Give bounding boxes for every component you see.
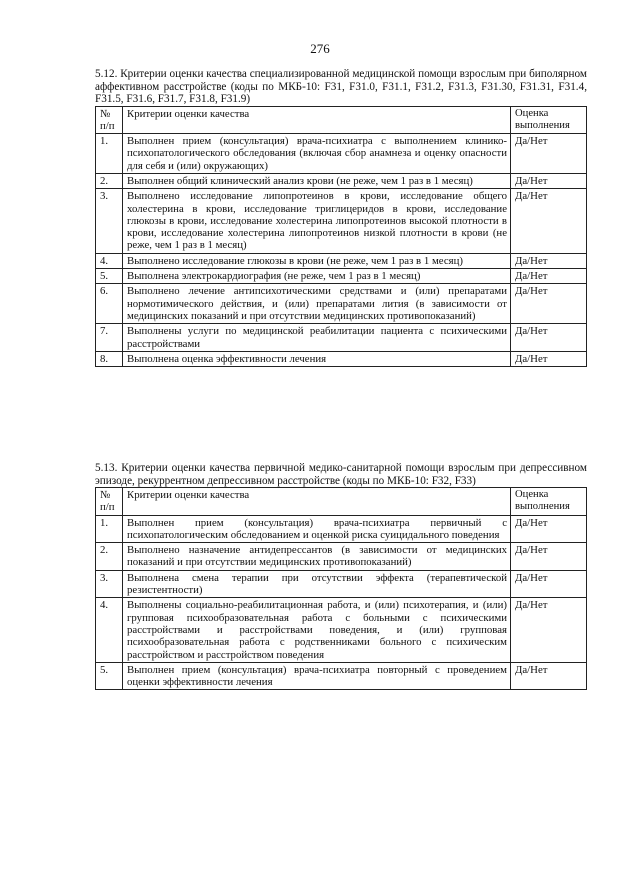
table-row xyxy=(96,324,587,352)
criterion-text: Выполнена смена терапии при отсутствии эффекта (терапевтической резистентности) xyxy=(123,570,511,598)
result-value: Да/Нет xyxy=(511,570,587,598)
table-header-row xyxy=(96,488,587,516)
result-value: Да/Нет xyxy=(511,134,587,174)
criterion-text: Выполнено исследование липопротеинов в крови, исследование общего холестерина в крови, исследование триглицеридов в крови, исследование глюкозы в крови, исследование холестерина липопротеинов высокой плотности в крови, исследование холестерина липопротеинов низкой плотности в крови (не реже, чем 1 раз в 1 месяц) xyxy=(123,189,511,253)
table-row xyxy=(96,134,587,174)
result-value: Да/Нет xyxy=(511,351,587,366)
row-number: 4. xyxy=(96,253,123,268)
table-row xyxy=(96,351,587,366)
table-row xyxy=(96,543,587,571)
criterion-text: Выполнен прием (консультация) врача-психиатра повторный с проведением оценки эффективности лечения xyxy=(123,662,511,690)
table-row xyxy=(96,173,587,188)
section-5-13 xyxy=(95,462,587,690)
table-row xyxy=(96,570,587,598)
header-criterion: Критерии оценки качества xyxy=(123,488,511,516)
header-num: № п/п xyxy=(96,106,123,134)
row-number: 1. xyxy=(96,515,123,543)
row-number: 8. xyxy=(96,351,123,366)
result-value: Да/Нет xyxy=(511,662,587,690)
result-value: Да/Нет xyxy=(511,284,587,324)
result-value: Да/Нет xyxy=(511,543,587,571)
header-result: Оценка выполнения xyxy=(511,488,587,516)
result-value: Да/Нет xyxy=(511,269,587,284)
criterion-text: Выполнен прием (консультация) врача-психиатра с выполнением клинико-психопатологического обследования (включая сбор анамнеза и оценку опасности для себя и (или) окружающих) xyxy=(123,134,511,174)
table-header-row xyxy=(96,106,587,134)
header-result: Оценка выполнения xyxy=(511,106,587,134)
criterion-text: Выполнен общий клинический анализ крови (не реже, чем 1 раз в 1 месяц) xyxy=(123,173,511,188)
section-caption: 5.13. Критерии оценки качества первичной медико-санитарной помощи взрослым при депрессивном эпизоде, рекуррентном депрессивном расстройстве (коды по МКБ-10: F32, F33) xyxy=(95,462,587,487)
result-value: Да/Нет xyxy=(511,324,587,352)
table-row xyxy=(96,189,587,253)
row-number: 5. xyxy=(96,269,123,284)
header-num: № п/п xyxy=(96,488,123,516)
criteria-table xyxy=(95,106,587,368)
criterion-text: Выполнено исследование глюкозы в крови (не реже, чем 1 раз в 1 месяц) xyxy=(123,253,511,268)
section-caption: 5.12. Критерии оценки качества специализированной медицинской помощи взрослым при биполярном аффективном расстройстве (коды по МКБ-10: F31, F31.0, F31.1, F31.2, F31.3, F31.30, F31.31, F31.4, F31.5, F31.6, F31.7, F31.8, F31.9) xyxy=(95,68,587,105)
criterion-text: Выполнены услуги по медицинской реабилитации пациента с психическими расстройствами xyxy=(123,324,511,352)
row-number: 3. xyxy=(96,570,123,598)
result-value: Да/Нет xyxy=(511,173,587,188)
criterion-text: Выполнена оценка эффективности лечения xyxy=(123,351,511,366)
page-number: 276 xyxy=(310,41,330,56)
result-value: Да/Нет xyxy=(511,253,587,268)
table-row xyxy=(96,662,587,690)
result-value: Да/Нет xyxy=(511,598,587,662)
criterion-text: Выполнено назначение антидепрессантов (в зависимости от медицинских показаний и при отсутствии медицинских противопоказаний) xyxy=(123,543,511,571)
table-row xyxy=(96,269,587,284)
table-row xyxy=(96,515,587,543)
header-criterion: Критерии оценки качества xyxy=(123,106,511,134)
criterion-text: Выполнено лечение антипсихотическими средствами и (или) препаратами нормотимического действия, и (или) препаратами лития (в зависимости от медицинских показаний и при отсутствии медицинских противопоказаний) xyxy=(123,284,511,324)
row-number: 1. xyxy=(96,134,123,174)
criteria-table xyxy=(95,487,587,690)
result-value: Да/Нет xyxy=(511,189,587,253)
table-row xyxy=(96,284,587,324)
section-5-12 xyxy=(95,68,587,367)
row-number: 5. xyxy=(96,662,123,690)
row-number: 6. xyxy=(96,284,123,324)
row-number: 4. xyxy=(96,598,123,662)
criterion-text: Выполнена электрокардиография (не реже, чем 1 раз в 1 месяц) xyxy=(123,269,511,284)
table-row xyxy=(96,598,587,662)
row-number: 3. xyxy=(96,189,123,253)
row-number: 2. xyxy=(96,543,123,571)
row-number: 2. xyxy=(96,173,123,188)
result-value: Да/Нет xyxy=(511,515,587,543)
row-number: 7. xyxy=(96,324,123,352)
table-row xyxy=(96,253,587,268)
criterion-text: Выполнен прием (консультация) врача-психиатра первичный с психопатологическим обследованием и оценкой риска суицидального поведения xyxy=(123,515,511,543)
criterion-text: Выполнены социально-реабилитационная работа, и (или) психотерапия, и (или) групповая психообразовательная работа с больными с психическими расстройствами и расстройствами поведения, и (или) групповая психообразовательная работа с родственниками больного с психическим расстройством и расстройством поведения xyxy=(123,598,511,662)
